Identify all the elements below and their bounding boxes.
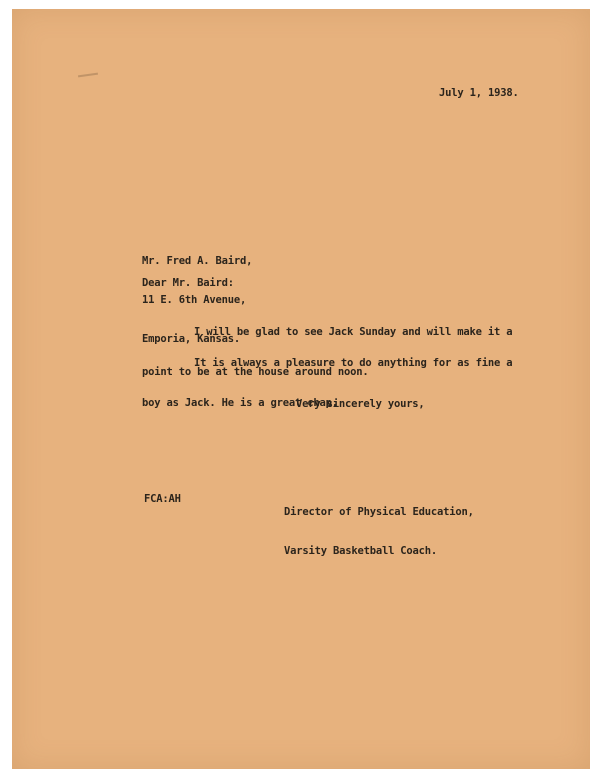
address-line: 11 E. 6th Avenue, [142, 294, 247, 306]
letter-page [12, 9, 590, 769]
body-paragraph-2 [142, 331, 512, 437]
signature-line: Director of Physical Education, [284, 506, 474, 518]
paragraph-line: point to be at the house around noon. [142, 366, 369, 378]
signature-line: Varsity Basketball Coach. [284, 545, 438, 557]
signature-title [284, 480, 474, 584]
paragraph-line: It is always a pleasure to do anything for as fine a [194, 357, 513, 369]
salutation: Dear Mr. Baird: [142, 277, 234, 289]
letter-date: July 1, 1938. [439, 87, 519, 99]
paragraph-line: boy as Jack. He is a great chap. [142, 397, 338, 409]
closing: Very sincerely yours, [296, 398, 425, 410]
address-line: Mr. Fred A. Baird, [142, 255, 253, 267]
address-line: Emporia, Kansas. [142, 333, 240, 345]
paper-mark [78, 73, 98, 78]
reference-initials: FCA:AH [144, 493, 181, 505]
paragraph-line: I will be glad to see Jack Sunday and will make it a [194, 326, 513, 338]
